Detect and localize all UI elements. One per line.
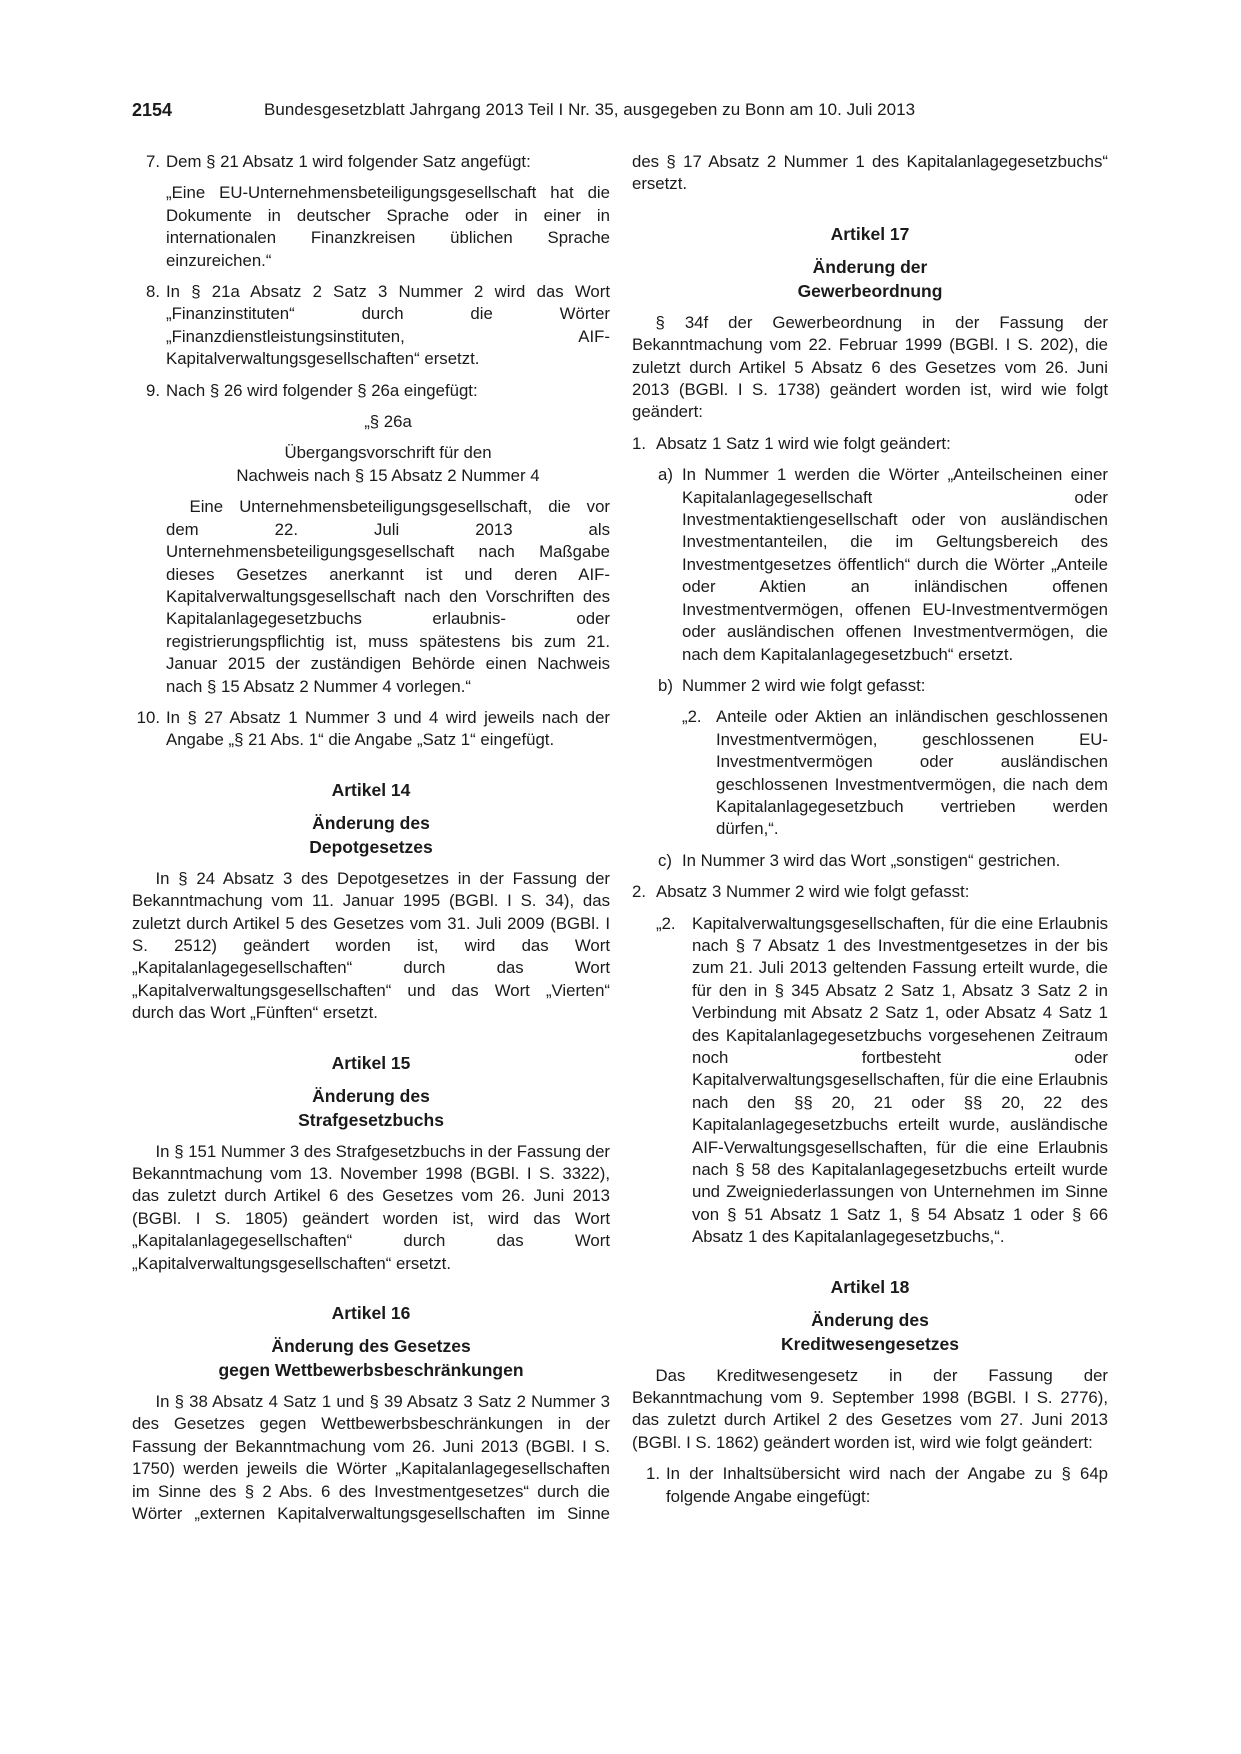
article-label: Artikel 18 [830, 1276, 910, 1297]
list-item [132, 281, 610, 371]
sub-item-letter: c) [658, 850, 672, 870]
article-title: Änderung des [312, 812, 430, 833]
left-column [132, 151, 610, 1525]
item-text: In § 21a Absatz 2 Satz 3 Nummer 2 wird das Wort „Finanzinstituten“ durch die Wörter „Finanzdienstleistungsinstituten, AIF-Kapitalverwaltungsgesellschaften“ ersetzt. [166, 282, 610, 369]
item-text: In § 27 Absatz 1 Nummer 3 und 4 wird jeweils nach der Angabe „§ 21 Abs. 1“ die Angabe „Satz 1“ eingefügt. [166, 707, 610, 750]
sub-item [632, 850, 1108, 872]
article-text: In § 38 Absatz 4 Satz 1 und § 39 Absatz 3 Satz 2 Nummer 3 des Gesetzes gegen Wettbewerbsbeschränkungen in der Fassung der Bekanntmachung vom 26. Juni 2013 (BGBl. I S. 1750) werden jeweils die Wörter „Kapitalanlagegesellschaften im Sinne des § 2 Abs. 6 des Investmentgesetzes“ durch die Wörter „externen Kapitalverwaltungsgesellschaften im Sinne [132, 1392, 610, 1524]
article-title: gegen Wettbewerbsbeschränkungen [218, 1360, 524, 1381]
article-text: In § 24 Absatz 3 des Depotgesetzes in der Fassung der Bekanntmachung vom 11. Januar 1995 (BGBl. I S. 34), das zuletzt durch Artikel 5 des Gesetzes vom 31. Juli 2009 (BGBl. I S. 2512) geändert worden ist, wird das Wort „Kapitalanlagegesellschaften“ durch das Wort „Kapitalverwaltungsgesellschaften“ und das Wort „Vierten“ durch das Wort „Fünften“ ersetzt. [132, 868, 610, 1023]
sub-item [632, 464, 1108, 666]
quoted-item [632, 913, 1108, 1249]
article-label: Artikel 14 [331, 779, 411, 800]
item-text: Absatz 3 Nummer 2 wird wie folgt gefasst: [656, 882, 970, 902]
article-title: Änderung der [812, 256, 928, 277]
article-title: Kreditwesengesetzes [781, 1333, 959, 1354]
item-number: 7. [146, 152, 160, 171]
quoted-item-text: Kapitalverwaltungsgesellschaften, für die eine Erlaubnis nach § 7 Absatz 1 des Investmentgesetzes in der bis zum 21. Juli 2013 geltenden Fassung erteilt wurde, die für den in § 345 Absatz 2 Satz 1, Absatz 3 Satz 2 in Verbindung mit Absatz 2 Satz 1, oder Absatz 4 Satz 1 des Kapitalanlagegesetzbuchs vorgesehenen Zeitraum noch fortbesteht oder Kapitalverwaltungsgesellschaften, für die eine Erlaubnis nach den §§ 20, 21 oder §§ 20, 22 des Kapitalanlagegesetzbuchs erteilt wurde, ausländische AIF-Verwaltungsgesellschaften, für die eine Erlaubnis nach § 58 des Kapitalanlagegesetzbuchs erteilt wurde und Zweigniederlassungen von Unternehmen im Sinne von § 51 Absatz 1 Satz 1, § 54 Absatz 1 oder § 66 Absatz 1 des Kapitalanlagegesetzbuchs,“. [692, 913, 1108, 1247]
article-text: § 34f der Gewerbeordnung in der Fassung der Bekanntmachung vom 22. Februar 1999 (BGBl. I S. 202), die zuletzt durch Artikel 5 Absatz 6 des Gesetzes vom 26. Juni 2013 (BGBl. I S. 1738) geändert worden ist, wird wie folgt geändert: [632, 312, 1108, 422]
item-number: 2. [632, 882, 646, 902]
article-title: Gewerbeordnung [797, 280, 943, 301]
item-number: 8. [146, 282, 160, 302]
list-item [632, 881, 1108, 903]
article-label: Artikel 15 [331, 1052, 411, 1073]
article-title: Änderung des Gesetzes [271, 1336, 471, 1357]
sub-item-text: Nummer 2 wird wie folgt gefasst: [682, 675, 926, 695]
section-title-line: Übergangsvorschrift für den [284, 443, 492, 463]
header-title: Bundesgesetzblatt Jahrgang 2013 Teil I Nr. 35, ausgegeben zu Bonn am 10. Juli 2013 [264, 100, 916, 119]
article-text: In § 151 Nummer 3 des Strafgesetzbuchs in der Fassung der Bekanntmachung vom 13. November 1998 (BGBl. I S. 3322), das zuletzt durch Artikel 6 des Gesetzes vom 26. Juni 2013 (BGBl. I S. 1805) geändert worden ist, wird das Wort „Kapitalanlagegesellschaften“ durch das Wort „Kapitalverwaltungsgesellschaften“ ersetzt. [132, 1141, 610, 1273]
quoted-item-number: „2. [656, 913, 676, 933]
article-title: Depotgesetzes [309, 836, 433, 857]
sub-item-letter: a) [658, 465, 673, 485]
list-item [132, 707, 610, 752]
item-number: 9. [146, 380, 160, 400]
right-column [632, 151, 1108, 1508]
list-item [132, 380, 610, 402]
quoted-item-number: „2. [682, 707, 702, 727]
sub-item-text: In Nummer 3 wird das Wort „sonstigen“ gestrichen. [682, 850, 1061, 870]
list-item [132, 151, 610, 173]
sub-item [632, 675, 1108, 697]
section-heading: „§ 26a [364, 412, 412, 432]
article-title: Strafgesetzbuchs [298, 1109, 444, 1130]
item-number: 1. [632, 433, 646, 453]
item-text: Absatz 1 Satz 1 wird wie folgt geändert: [656, 433, 951, 453]
section-text: Eine Unternehmensbeteiligungsgesellschaft, die vor dem 22. Juli 2013 als Unternehmensbeteiligungsgesellschaft nach Maßgabe dieses Gesetzes anerkannt ist und deren AIF-Kapitalverwaltungsgesellschaft nach den Vorschriften des Kapitalanlagegesetzbuchs erlaubnis- oder registrierungspflichtig ist, muss spätestens bis zum 21. Januar 2015 der zuständigen Behörde einen Nachweis nach § 15 Absatz 2 Nummer 4 vorlegen.“ [166, 497, 610, 696]
item-text: Dem § 21 Absatz 1 wird folgender Satz angefügt: [166, 152, 531, 171]
article-label: Artikel 16 [331, 1303, 411, 1324]
quoted-text: „Eine EU-Unternehmensbeteiligungsgesellschaft hat die Dokumente in deutscher Sprache oder in einer in internationalen Finanzkreisen üblichen Sprache einzureichen.“ [166, 183, 610, 270]
article-text: Das Kreditwesengesetz in der Fassung der Bekanntmachung vom 9. September 1998 (BGBl. I S. 2776), das zuletzt durch Artikel 2 des Gesetzes vom 27. Juni 2013 (BGBl. I S. 1862) geändert worden ist, wird wie folgt geändert: [632, 1365, 1108, 1452]
sub-item-letter: b) [658, 675, 673, 695]
page-header [132, 100, 1108, 128]
article-title: Änderung des [811, 1309, 929, 1330]
list-item [632, 1463, 1108, 1508]
quoted-item-text: Anteile oder Aktien an inländischen geschlossenen Investmentvermögen, geschlossenen EU-Investmentvermögen oder ausländischen geschlossenen Investmentvermögen, die nach dem Kapitalanlagegesetzbuch vertrieben werden dürfen,“. [716, 707, 1108, 839]
quoted-item [632, 706, 1108, 840]
page-number: 2154 [132, 100, 173, 120]
item-number: 1. [646, 1464, 660, 1484]
article-title: Änderung des [312, 1085, 430, 1106]
item-number: 10. [136, 707, 160, 727]
article-label: Artikel 17 [830, 223, 910, 244]
continued-text: des § 17 Absatz 2 Nummer 1 des Kapitalanlagegesetzbuchs“ ersetzt. [632, 152, 1108, 194]
sub-item-text: In Nummer 1 werden die Wörter „Anteilscheinen einer Kapitalanlagegesellschaft oder Investmentaktiengesellschaft oder von ausländischen Investmentanteilen, die im Geltungsbereich des Investmentgesetzes öffentlich“ durch die Wörter „Anteile oder Aktien an inländischen offenen Investmentvermögen, offenen EU-Investmentvermögen oder ausländischen offenen Investmentvermögen, die nach dem Kapitalanlagegesetzbuch“ ersetzt. [682, 465, 1108, 664]
item-text: In der Inhaltsübersicht wird nach der Angabe zu § 64p folgende Angabe eingefügt: [666, 1464, 1108, 1506]
section-title-line: Nachweis nach § 15 Absatz 2 Nummer 4 [236, 465, 540, 485]
list-item [632, 433, 1108, 455]
item-text: Nach § 26 wird folgender § 26a eingefügt: [166, 380, 478, 400]
